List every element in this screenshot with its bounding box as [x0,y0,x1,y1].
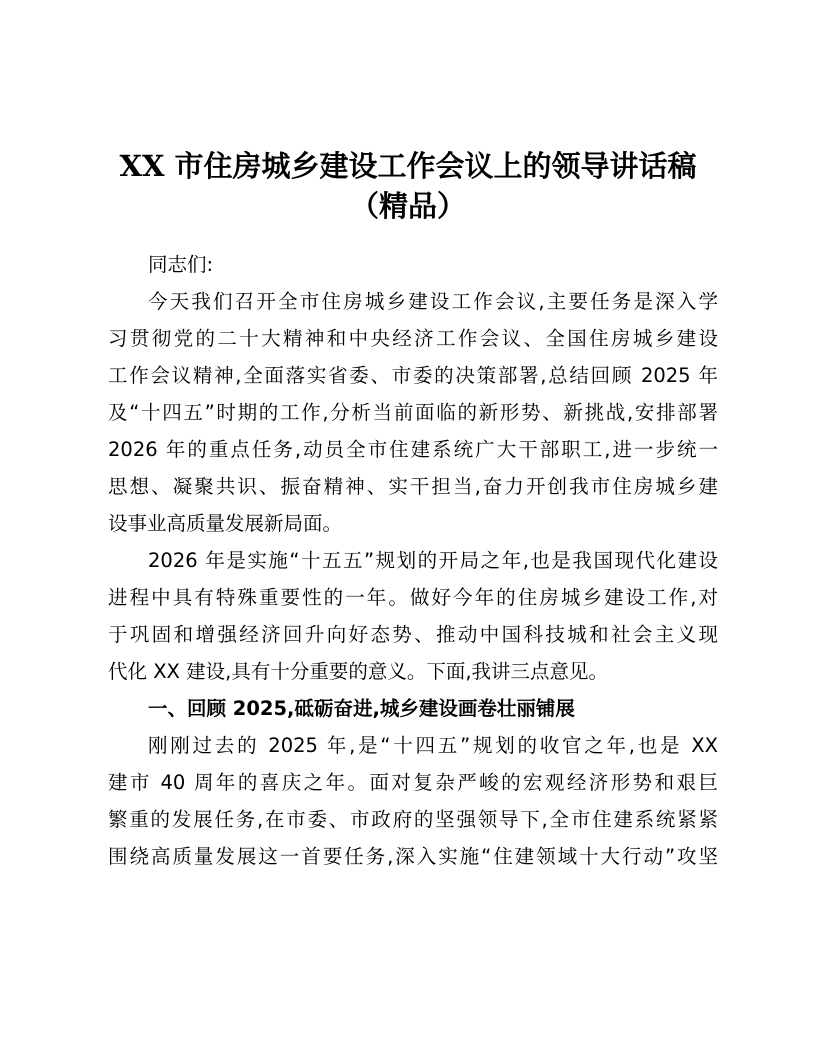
paragraph-3-line: 建市 40 周年的喜庆之年。面对复杂严峻的宏观经济形势和艰巨 [108,771,718,794]
paragraph-2-line: 进程中具有特殊重要性的一年。做好今年的住房城乡建设工作,对 [108,586,718,609]
paragraph-1-line: 习贯彻党的二十大精神和中央经济工作会议、全国住房城乡建设 [108,327,718,350]
paragraph-1-line: 及“十四五”时期的工作,分析当前面临的新形势、新挑战,安排部署 [108,401,718,424]
paragraph-3-line: 刚刚过去的 2025 年,是“十四五”规划的收官之年,也是 XX [148,734,718,757]
paragraph-2-line: 2026 年是实施“十五五”规划的开局之年,也是我国现代化建设 [148,549,718,572]
paragraph-3-line: 繁重的发展任务,在市委、市政府的坚强领导下,全市住建系统紧紧 [108,808,718,831]
section-heading: 一、回顾 2025,砥砺奋进,城乡建设画卷壮丽铺展 [148,697,575,720]
paragraph-1-line: 思想、凝聚共识、振奋精神、实干担当,奋力开创我市住房城乡建 [108,475,718,498]
paragraph-1-line: 工作会议精神,全面落实省委、市委的决策部署,总结回顾 2025 年 [108,364,718,387]
paragraph-1-line: 2026 年的重点任务,动员全市住建系统广大干部职工,进一步统一 [108,438,718,461]
paragraph-3-line: 围绕高质量发展这一首要任务,深入实施“住建领域十大行动”攻坚 [108,845,718,868]
paragraph-1-line: 今天我们召开全市住房城乡建设工作会议,主要任务是深入学 [148,290,718,313]
salutation: 同志们: [148,253,214,276]
document-title: XX 市住房城乡建设工作会议上的领导讲话稿 [119,149,697,183]
paragraph-2-line: 于巩固和增强经济回升向好态势、推动中国科技城和社会主义现 [108,623,718,646]
paragraph-1-line: 设事业高质量发展新局面。 [108,512,343,535]
document-subtitle: （精品） [349,189,466,223]
paragraph-2-line: 代化 XX 建设,具有十分重要的意义。下面,我讲三点意见。 [108,660,609,683]
